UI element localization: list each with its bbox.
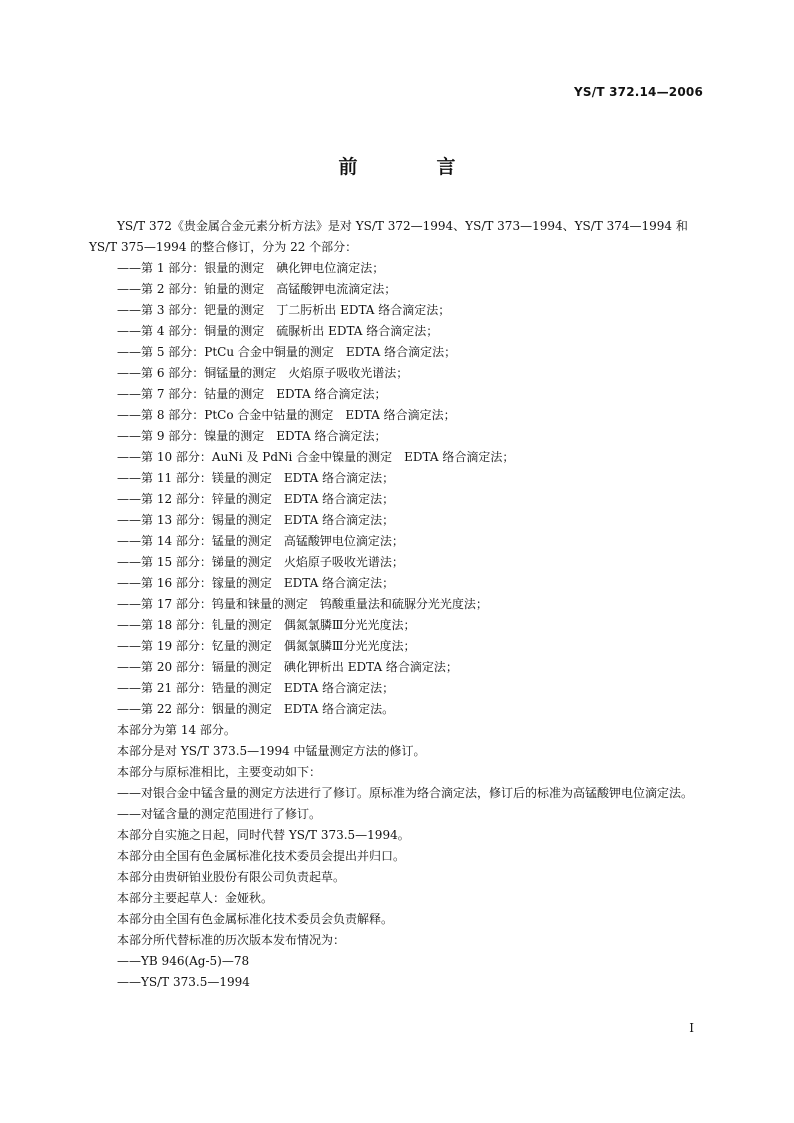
parts-list: [89, 258, 705, 720]
page-title: 前 言: [338, 156, 486, 178]
list-item: ——第 13 部分：锡量的测定 EDTA 络合滴定法；: [117, 513, 395, 527]
list-item: ——第 22 部分：铟量的测定 EDTA 络合滴定法。: [117, 702, 395, 716]
list-item: ——第 18 部分：钆量的测定 偶氮氯膦Ⅲ分光光度法；: [117, 618, 416, 632]
list-item: ——第 5 部分：PtCu 合金中铜量的测定 EDTA 络合滴定法；: [117, 345, 457, 359]
history-item: ——YB 946(Ag-5)—78: [117, 954, 250, 968]
list-item: ——第 16 部分：镓量的测定 EDTA 络合滴定法；: [117, 576, 395, 590]
list-item: ——第 19 部分：钇量的测定 偶氮氯膦Ⅲ分光光度法；: [117, 639, 416, 653]
list-item: ——第 14 部分：锰量的测定 高锰酸钾电位滴定法；: [117, 534, 404, 548]
list-item: ——第 9 部分：镍量的测定 EDTA 络合滴定法；: [117, 429, 387, 443]
list-item: ——第 8 部分：PtCo 合金中钴量的测定 EDTA 络合滴定法；: [117, 408, 456, 422]
history-intro: 本部分所代替标准的历次版本发布情况为：: [117, 933, 346, 947]
drafted-by-line: 本部分由贵研铂业股份有限公司负责起草。: [117, 870, 346, 884]
intro-paragraph: YS/T 372《贵金属合金元素分析方法》是对 YS/T 372—1994、YS/T 373—1994、YS/T 374—1994 和 YS/T 375—1994 的整合修订，分为 22 个部分：: [89, 219, 688, 254]
list-item: ——第 1 部分：银量的测定 碘化钾电位滴定法；: [117, 261, 385, 275]
list-item: ——第 20 部分：镉量的测定 碘化钾析出 EDTA 络合滴定法；: [117, 660, 458, 674]
revision-line: 本部分是对 YS/T 373.5—1994 中锰量测定方法的修订。: [117, 744, 426, 758]
change-item: ——对银合金中锰含量的测定方法进行了修订。原标准为络合滴定法，修订后的标准为高锰酸钾电位滴定法。: [117, 786, 694, 800]
list-item: ——第 11 部分：镁量的测定 EDTA 络合滴定法；: [117, 471, 395, 485]
list-item: ——第 15 部分：锑量的测定 火焰原子吸收光谱法；: [117, 555, 404, 569]
list-item: ——第 4 部分：铜量的测定 硫脲析出 EDTA 络合滴定法；: [117, 324, 439, 338]
history-item: ——YS/T 373.5—1994: [117, 975, 250, 989]
list-item: ——第 21 部分：锆量的测定 EDTA 络合滴定法；: [117, 681, 395, 695]
drafter-line: 本部分主要起草人：金娅秋。: [117, 891, 274, 905]
list-item: ——第 12 部分：锌量的测定 EDTA 络合滴定法；: [117, 492, 395, 506]
changes-intro: 本部分与原标准相比，主要变动如下：: [117, 765, 322, 779]
document-body: [89, 216, 705, 993]
list-item: ——第 2 部分：铂量的测定 高锰酸钾电流滴定法；: [117, 282, 397, 296]
list-item: ——第 6 部分：铜锰量的测定 火焰原子吸收光谱法；: [117, 366, 409, 380]
page-number: I: [689, 1021, 694, 1035]
list-item: ——第 7 部分：钴量的测定 EDTA 络合滴定法；: [117, 387, 387, 401]
change-item: ——对锰含量的测定范围进行了修订。: [117, 807, 322, 821]
list-item: ——第 3 部分：钯量的测定 丁二肟析出 EDTA 络合滴定法；: [117, 303, 451, 317]
this-part-line: 本部分为第 14 部分。: [117, 723, 236, 737]
effective-line: 本部分自实施之日起，同时代替 YS/T 373.5—1994。: [117, 828, 410, 842]
proposed-by-line: 本部分由全国有色金属标准化技术委员会提出并归口。: [117, 849, 406, 863]
standard-code: YS/T 372.14—2006: [574, 85, 703, 99]
list-item: ——第 10 部分：AuNi 及 PdNi 合金中镍量的测定 EDTA 络合滴定法；: [117, 450, 515, 464]
interpreted-by-line: 本部分由全国有色金属标准化技术委员会负责解释。: [117, 912, 394, 926]
list-item: ——第 17 部分：钨量和铼量的测定 钨酸重量法和硫脲分光光度法；: [117, 597, 488, 611]
